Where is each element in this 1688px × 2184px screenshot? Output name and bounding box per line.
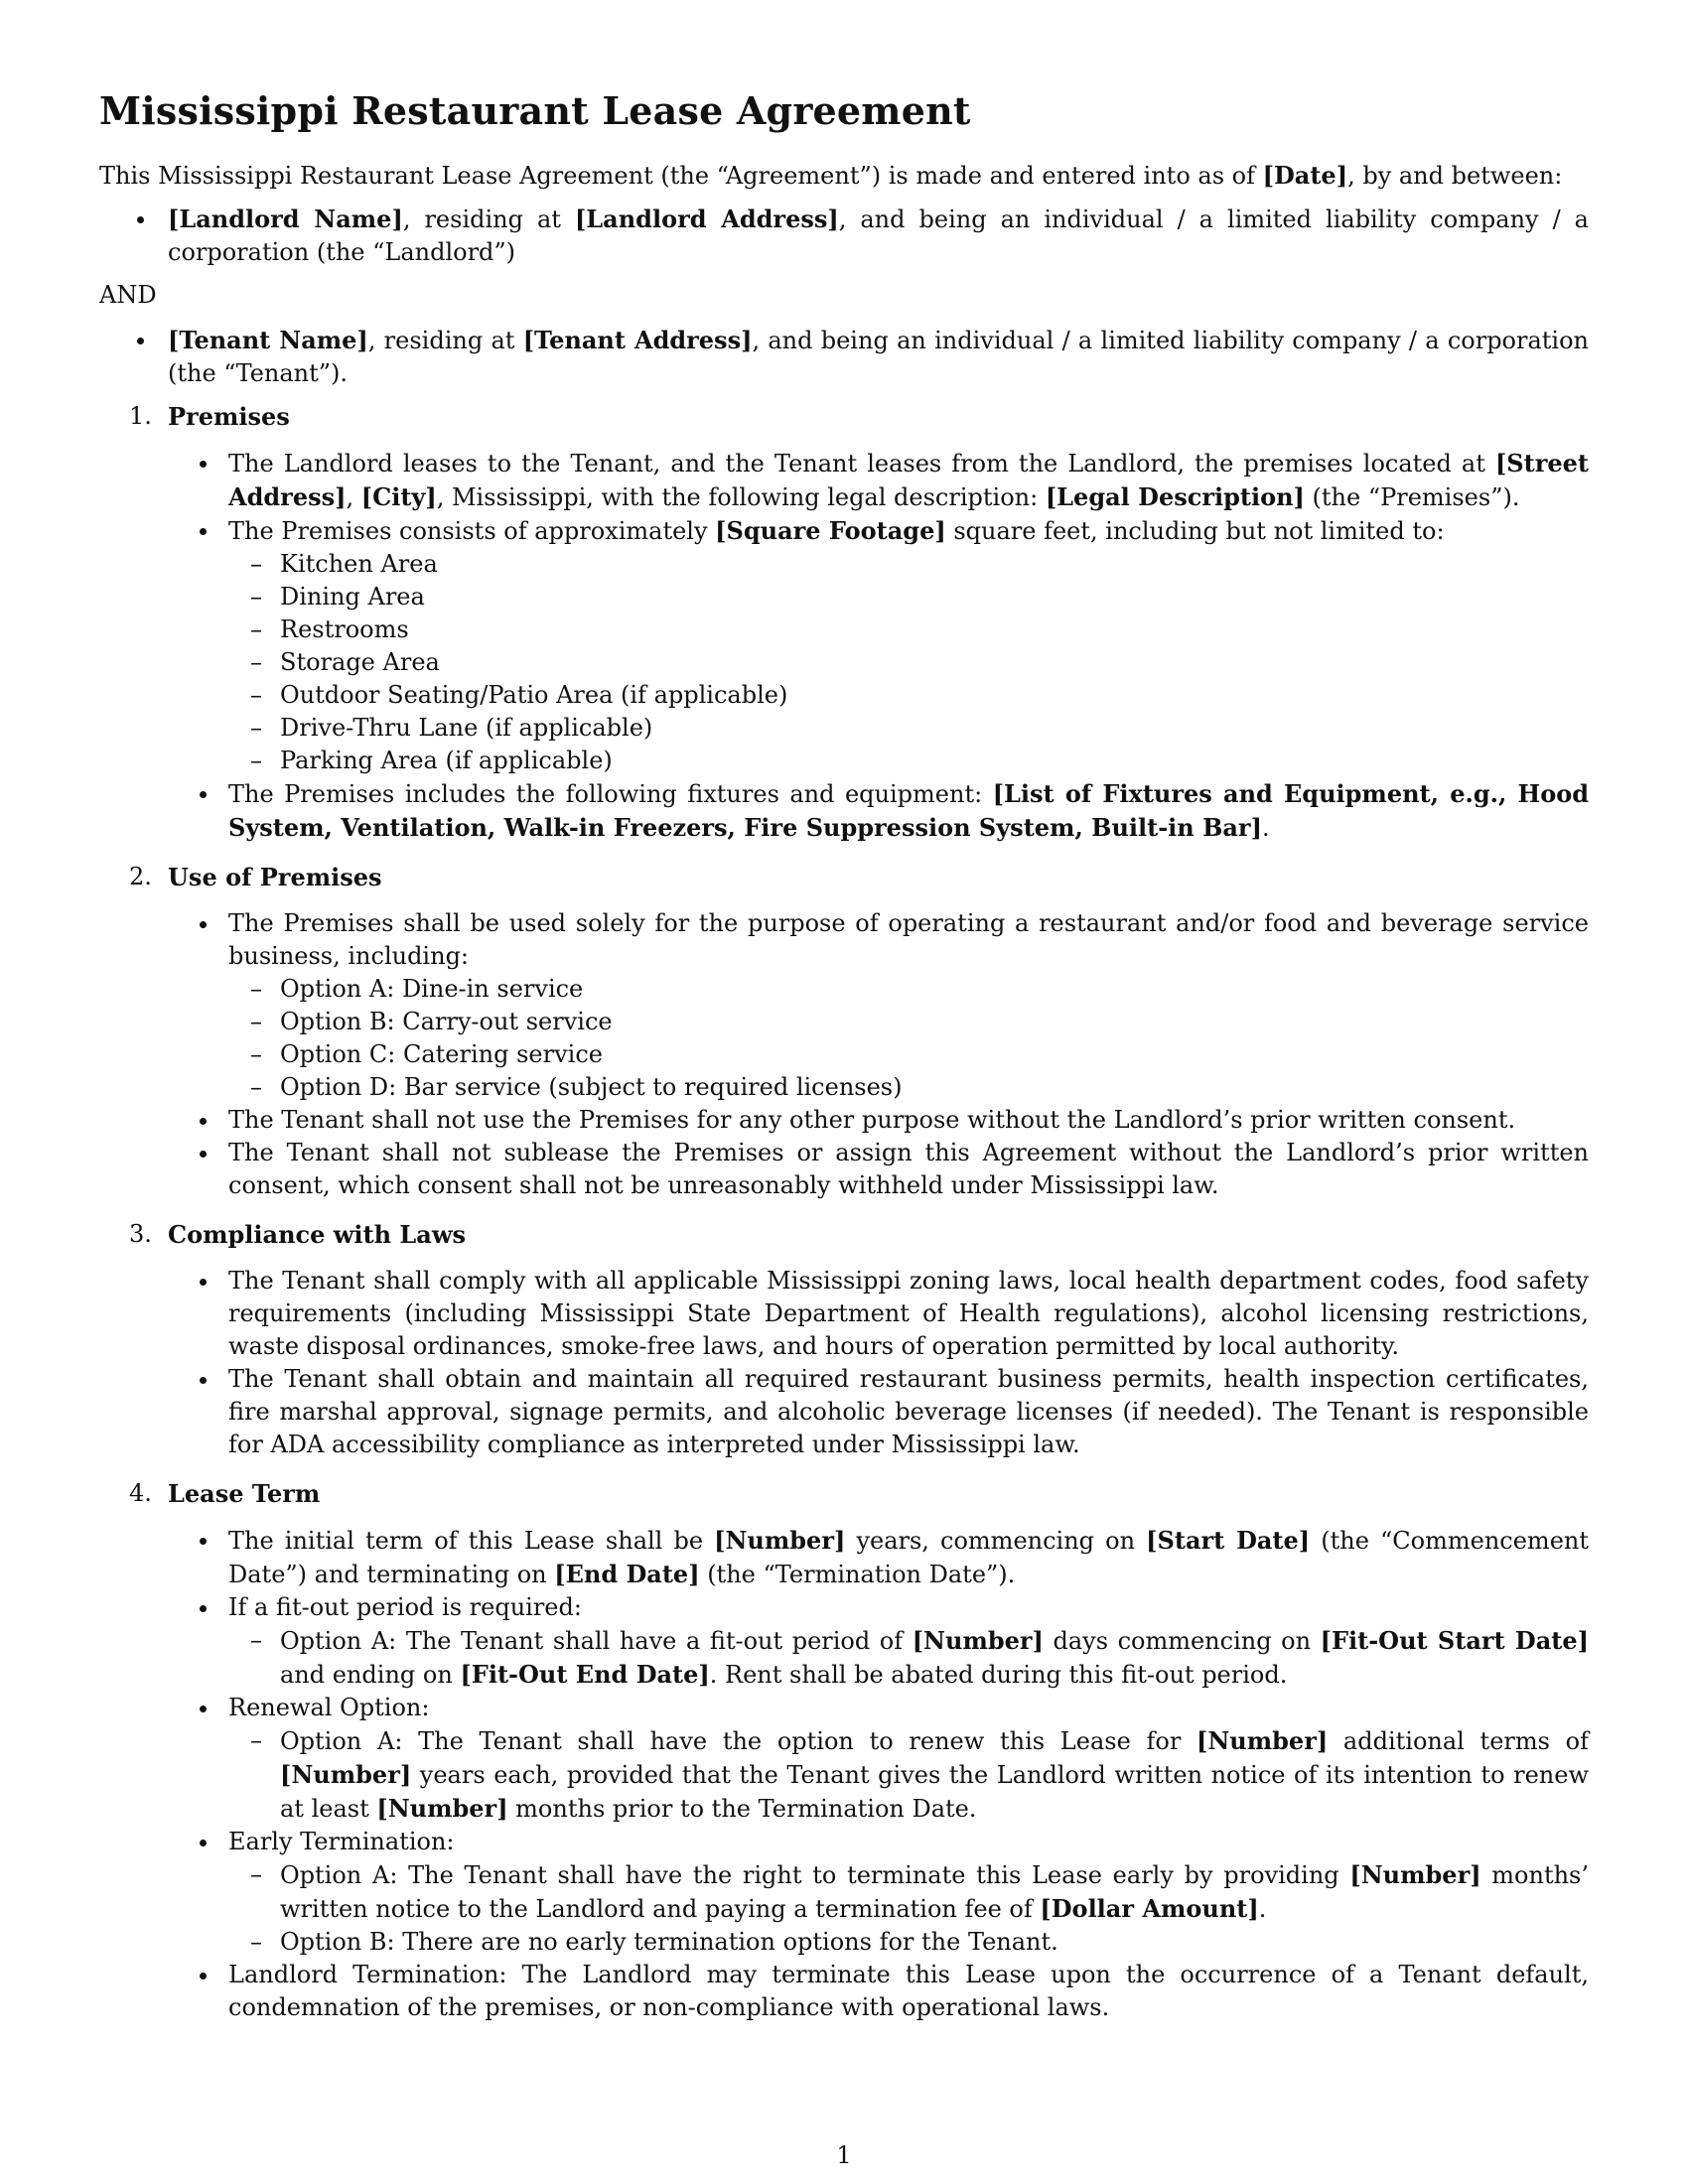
document-title: Mississippi Restaurant Lease Agreement [99,88,971,133]
area-sublist [228,548,1589,777]
sub-item: – Option A: The Tenant shall have the right to terminate this Lease early by providing [Number] months’ written notice to the Landlord and paying a termination fee of [Dollar Amount]. [250,1860,1589,1923]
section-heading: 1. Premises [129,402,290,431]
bullet-icon [200,1973,207,1979]
option-sublist [228,1724,1589,1826]
bullet-icon [200,1377,207,1384]
section-premises [99,400,1589,845]
sub-item: – Option C: Catering service [250,1040,603,1068]
section-bullets [99,1265,1589,1461]
section-bullets [99,907,1589,1202]
bullet-icon [137,216,144,223]
tenant-address-placeholder: [Tenant Address] [522,326,753,354]
sub-item: – Drive-Thru Lane (if applicable) [250,714,653,742]
sub-item: – Option A: Dine-in service [250,975,584,1003]
bullet-item: Early Termination: – Option A: The Tenant shall have the right to terminate this Lease early by providing [Number] months’ written notice to the Landlord and paying a termination fee of [Dollar Amount]. – Option B: There are no early termination options for the Tenant. [99,1826,1589,1959]
sub-item: – Option B: There are no early termination options for the Tenant. [250,1928,1058,1956]
section-heading: 4. Lease Term [129,1479,321,1508]
sections-list [99,400,1589,2024]
bullet-item: If a fit-out period is required: – Option A: The Tenant shall have a fit-out period of [Number] days commencing on [Fit-Out Start Date] and ending on [Fit-Out End Date]. Rent shall be abated during this fit-out period. [99,1591,1589,1692]
bullet-icon [200,528,207,535]
bullet-icon [200,461,207,468]
bullet-item: The Premises shall be used solely for the purpose of operating a restaurant and/or food and beverage service business, including: – Option A: Dine-in service – Option B: Carry-out service – Option C: Catering service – Option D: Bar service (subject to required licenses) [99,907,1589,1104]
intro-paragraph: This Mississippi Restaurant Lease Agreement (the “Agreement”) is made and entered into as of [Date], by and between: [99,161,1563,190]
bullet-icon [200,1605,207,1612]
tenant-item: [Tenant Name], residing at [Tenant Address], and being an individual / a limited liability company / a corporation (the “Tenant”). [99,324,1589,390]
bullet-icon [200,1118,207,1125]
section-bullets [99,447,1589,845]
sub-item: – Outdoor Seating/Patio Area (if applicable) [250,681,788,709]
bullet-item: The initial term of this Lease shall be [Number] years, commencing on [Start Date] (the “Commencement Date”) and terminating on [End Date] (the “Termination Date”). [99,1524,1589,1591]
option-sublist [228,1858,1589,1959]
bullet-icon [200,1706,207,1712]
bullet-icon [200,1279,207,1286]
sub-item: – Option A: The Tenant shall have the option to renew this Lease for [Number] additional terms of [Number] years each, provided that the Tenant gives the Landlord written notice of its intention to renew at least [Number] months prior to the Termination Date. [250,1726,1589,1823]
bullet-icon [200,921,207,928]
bullet-item: The Premises consists of approximately [Square Footage] square feet, including but not limited to: – Kitchen Area – Dining Area – Restrooms – Storage Area – Outdoor Seating/Patio Area (if applicable) – Drive-Thru Lane (if applicable) – Parking Area (if applicable) [99,514,1589,777]
landlord-name-placeholder: [Landlord Name] [168,205,403,233]
landlord-item: [Landlord Name], residing at [Landlord Address], and being an individual / a limited liability company / a corporation (the “Landlord”) [99,203,1589,269]
bullet-item: The Tenant shall not use the Premises for any other purpose without the Landlord’s prior written consent. [99,1104,1589,1137]
bullet-icon [137,338,144,344]
bullet-item: The Tenant shall comply with all applicable Mississippi zoning laws, local health department codes, food safety requirements (including Mississippi State Department of Health regulations), alcohol licensing restrictions, waste disposal ordinances, smoke-free laws, and hours of operation permitted by local authority. [99,1265,1589,1363]
and-separator: AND [99,281,157,309]
sub-item: – Dining Area [250,583,425,611]
section-bullets [99,1524,1589,2024]
section-heading: 3. Compliance with Laws [129,1220,467,1249]
sub-item: – Kitchen Area [250,550,438,578]
page-number: 1 [836,2141,852,2169]
bullet-item: The Tenant shall obtain and maintain all required restaurant business permits, health inspection certificates, fire marshal approval, signage permits, and alcoholic beverage licenses (if needed). The Tenant is responsible for ADA accessibility compliance as interpreted under Mississippi law. [99,1363,1589,1461]
bullet-item: The Premises includes the following fixtures and equipment: [List of Fixtures and Equipment, e.g., Hood System, Ventilation, Walk-in Freezers, Fire Suppression System, Built-in Bar]. [99,777,1589,845]
bullet-icon [200,791,207,798]
date-placeholder: [Date] [1262,161,1348,190]
bullet-item: The Landlord leases to the Tenant, and the Tenant leases from the Landlord, the premises located at [Street Address], [City], Mississippi, with the following legal description: [Legal Description] (the “Premises”). [99,447,1589,514]
landlord-list [99,203,1589,269]
option-sublist [228,1624,1589,1692]
sub-item: – Storage Area [250,648,440,676]
tenant-list [99,324,1589,390]
section-heading: 2. Use of Premises [129,863,382,891]
bullet-item: The Tenant shall not sublease the Premises or assign this Agreement without the Landlord’s prior written consent, which consent shall not be unreasonably withheld under Mississippi law. [99,1137,1589,1202]
bullet-icon [200,1840,207,1846]
bullet-item: Renewal Option: – Option A: The Tenant shall have the option to renew this Lease for [Number] additional terms of [Number] years each, provided that the Tenant gives the Landlord written notice of its intention to renew at least [Number] months prior to the Termination Date. [99,1692,1589,1826]
tenant-name-placeholder: [Tenant Name] [168,326,368,354]
section-compliance [99,1218,1589,1461]
sub-item: – Option D: Bar service (subject to required licenses) [250,1073,903,1101]
landlord-address-placeholder: [Landlord Address] [574,205,839,233]
sub-item: – Option B: Carry-out service [250,1008,613,1035]
document-body [99,159,1589,2040]
option-sublist [228,973,1589,1104]
sub-item: – Option A: The Tenant shall have a fit-out period of [Number] days commencing on [Fit-Out Start Date] and ending on [Fit-Out End Date]. Rent shall be abated during this fit-out period. [250,1626,1589,1689]
section-use-of-premises [99,861,1589,1202]
bullet-item: Landlord Termination: The Landlord may terminate this Lease upon the occurrence of a Tenant default, condemnation of the premises, or non-compliance with operational laws. [99,1959,1589,2024]
bullet-icon [200,1538,207,1545]
bullet-icon [200,1151,207,1158]
sub-item: – Parking Area (if applicable) [250,747,613,774]
section-lease-term [99,1477,1589,2024]
sub-item: – Restrooms [250,615,409,643]
